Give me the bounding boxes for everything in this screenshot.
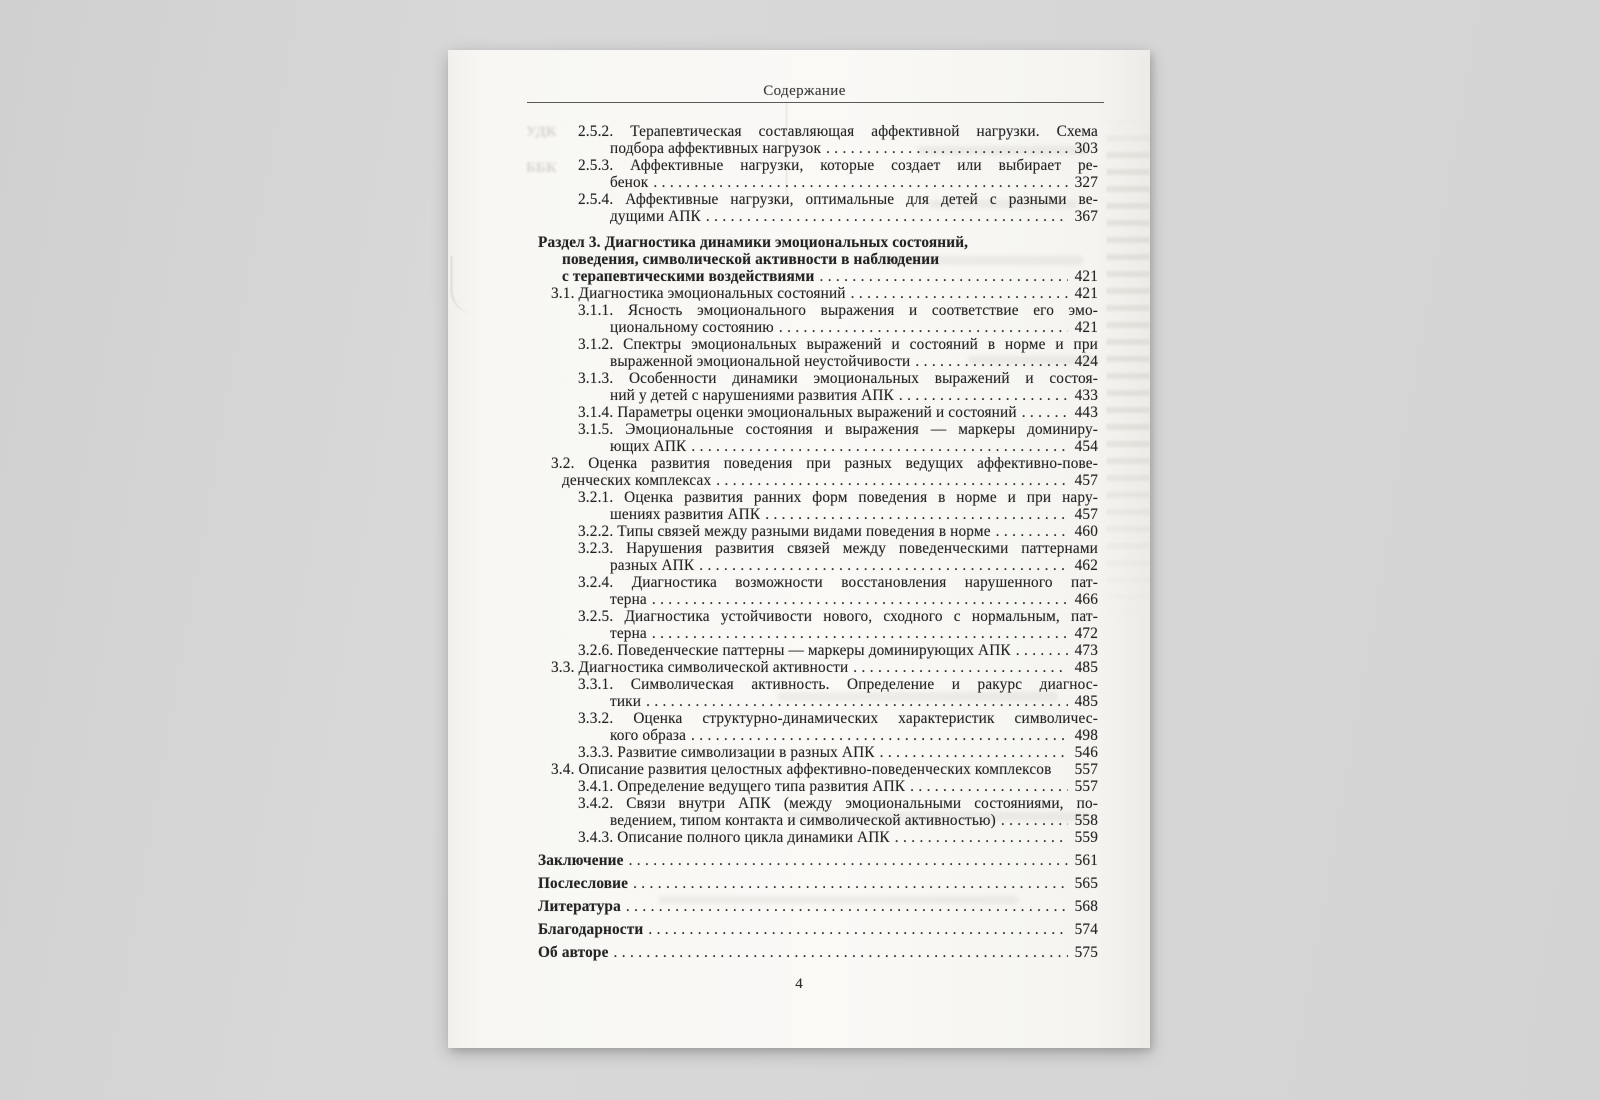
dot-leader xyxy=(996,523,1068,540)
dot-leader xyxy=(1001,812,1068,829)
toc-line-leader xyxy=(538,875,1098,892)
toc-entry xyxy=(538,875,1098,892)
dot-leader xyxy=(646,693,1068,710)
toc-page-ref: 466 xyxy=(1074,591,1098,608)
toc-page-ref: 472 xyxy=(1074,625,1098,642)
toc-entry xyxy=(538,795,1098,829)
toc-line: 3.2.5. Диагностика устойчивости нового, сходного с нормальным, пат- xyxy=(578,608,1098,625)
toc-page-ref: 460 xyxy=(1074,523,1098,540)
toc-line: 3.1.1. Ясность эмоционального выражения и соответствие его эмо- xyxy=(578,302,1098,319)
toc-page-ref: 485 xyxy=(1074,659,1098,676)
dot-leader xyxy=(633,875,1068,892)
toc-page-ref: 462 xyxy=(1074,557,1098,574)
toc-entry-text: 3.1. Диагностика эмоциональных состояний xyxy=(551,285,846,302)
dot-leader xyxy=(819,268,1068,285)
toc-entry-text: кого образа xyxy=(610,727,687,744)
toc-entry-text: Литература xyxy=(538,898,621,915)
toc-entry-text: Благодарности xyxy=(538,921,644,938)
toc-line-leader xyxy=(578,642,1098,659)
dot-leader xyxy=(716,472,1068,489)
toc-line-leader xyxy=(610,174,1098,191)
toc-entry xyxy=(538,191,1098,225)
dot-leader xyxy=(653,174,1068,191)
toc-entry xyxy=(538,302,1098,336)
toc-line-leader xyxy=(562,268,1098,285)
toc-entry-text: выраженной эмоциональной неустойчивости xyxy=(610,353,911,370)
toc-page-ref: 367 xyxy=(1074,208,1098,225)
toc-line-leader xyxy=(610,591,1098,608)
toc-page-ref: 574 xyxy=(1074,921,1098,938)
toc-entry xyxy=(538,574,1098,608)
toc-entry xyxy=(538,944,1098,961)
toc-page-ref: 485 xyxy=(1074,693,1098,710)
toc-entry xyxy=(538,898,1098,915)
toc-page-ref: 557 xyxy=(1074,778,1098,795)
toc-line: 3.3.2. Оценка структурно-динамических характеристик символичес- xyxy=(578,710,1098,727)
fore-edge-showthrough xyxy=(1106,118,1150,648)
toc-line-leader xyxy=(562,472,1098,489)
toc-line-leader xyxy=(610,812,1098,829)
toc-line: 3.1.5. Эмоциональные состояния и выражения — маркеры доминиру- xyxy=(578,421,1098,438)
toc-entry-text: разных АПК xyxy=(610,557,695,574)
toc-line-leader xyxy=(610,387,1098,404)
toc-line: 2.5.2. Терапевтическая составляющая аффективной нагрузки. Схема xyxy=(578,123,1098,140)
dot-leader xyxy=(899,387,1068,404)
toc-line-leader xyxy=(551,285,1098,302)
toc-entry xyxy=(538,123,1098,157)
toc-entry xyxy=(538,744,1098,761)
page-number: 4 xyxy=(795,976,803,992)
dot-leader xyxy=(691,438,1068,455)
toc-line-leader xyxy=(610,625,1098,642)
toc-page-ref: 559 xyxy=(1074,829,1098,846)
toc-entry-text: 3.2.2. Типы связей между разными видами поведения в норме xyxy=(578,523,991,540)
dot-leader xyxy=(614,944,1068,961)
dot-leader xyxy=(626,898,1068,915)
toc-line: 3.2. Оценка развития поведения при разных ведущих аффективно-пове- xyxy=(551,455,1098,472)
dot-leader xyxy=(765,506,1068,523)
toc-entry xyxy=(538,421,1098,455)
toc-line-leader xyxy=(610,208,1098,225)
dot-leader xyxy=(880,744,1068,761)
toc-entry xyxy=(538,921,1098,938)
toc-entry-text: Заключение xyxy=(538,852,624,869)
running-head: Содержание xyxy=(763,83,846,99)
dot-leader xyxy=(629,852,1068,869)
toc-entry-text: ний у детей с нарушениями развития АПК xyxy=(610,387,894,404)
dot-leader xyxy=(652,591,1068,608)
toc-entry xyxy=(538,676,1098,710)
toc-entry-text: 3.3.3. Развитие символизации в разных АПК xyxy=(578,744,875,761)
toc-line-leader xyxy=(538,852,1098,869)
toc-page-ref: 575 xyxy=(1074,944,1098,961)
showthrough-text: УДК xyxy=(526,124,557,140)
toc-entry-text: 3.2.6. Поведенческие паттерны — маркеры доминирующих АПК xyxy=(578,642,1011,659)
header-rule xyxy=(527,102,1104,103)
toc-entry xyxy=(538,829,1098,846)
toc-page-ref: 457 xyxy=(1074,506,1098,523)
toc-entry-text: тики xyxy=(610,693,642,710)
toc-page-ref: 421 xyxy=(1074,285,1098,302)
toc-line-leader xyxy=(610,140,1098,157)
toc-line-leader xyxy=(578,778,1098,795)
dot-leader xyxy=(1016,642,1068,659)
dot-leader xyxy=(851,285,1068,302)
toc-page-ref: 421 xyxy=(1074,319,1098,336)
toc-line-leader xyxy=(551,659,1098,676)
toc-page-ref: 546 xyxy=(1074,744,1098,761)
toc-entry-text: терна xyxy=(610,591,647,608)
toc-page-ref: 303 xyxy=(1074,140,1098,157)
toc-line: 2.5.3. Аффективные нагрузки, которые создает или выбирает ре- xyxy=(578,157,1098,174)
toc-entry-text: 3.4. Описание развития целостных аффективно-поведенческих комплексов xyxy=(551,761,1052,778)
toc-entry-text: Об авторе xyxy=(538,944,609,961)
toc-page-ref: 457 xyxy=(1074,472,1098,489)
toc-entry-text: 3.4.3. Описание полного цикла динамики АПК xyxy=(578,829,890,846)
toc-line-leader xyxy=(578,829,1098,846)
toc-entry-text: 3.1.4. Параметры оценки эмоциональных выражений и состояний xyxy=(578,404,1017,421)
dot-leader xyxy=(706,208,1068,225)
toc-page-ref: 424 xyxy=(1074,353,1098,370)
toc-entry-text: дущими АПК xyxy=(610,208,701,225)
toc-line-leader xyxy=(538,944,1098,961)
toc-entry-text: денческих комплексах xyxy=(562,472,712,489)
toc-line: 3.2.3. Нарушения развития связей между поведенческими паттернами xyxy=(578,540,1098,557)
dot-leader xyxy=(691,727,1068,744)
toc-entry-text: шениях развития АПК xyxy=(610,506,761,523)
dot-leader xyxy=(699,557,1068,574)
page-header xyxy=(527,83,1104,103)
toc-entry-text: бенок xyxy=(610,174,649,191)
toc-line-leader xyxy=(610,693,1098,710)
toc-line-leader xyxy=(610,438,1098,455)
dot-leader xyxy=(895,829,1068,846)
toc-line: 3.1.3. Особенности динамики эмоциональных выражений и состоя- xyxy=(578,370,1098,387)
toc-entry-text: с терапевтическими воздействиями xyxy=(562,268,815,285)
toc-entry xyxy=(538,336,1098,370)
toc-line-leader xyxy=(610,353,1098,370)
showthrough-text: ББК xyxy=(526,160,557,176)
toc-line: 3.3.1. Символическая активность. Определение и ракурс диагнос- xyxy=(578,676,1098,693)
toc-page-ref: 558 xyxy=(1074,812,1098,829)
dot-leader xyxy=(652,625,1068,642)
dot-leader xyxy=(648,921,1068,938)
toc-entry xyxy=(538,642,1098,659)
toc-line-leader xyxy=(538,898,1098,915)
toc-page-ref: 454 xyxy=(1074,438,1098,455)
toc-entry xyxy=(538,778,1098,795)
toc-entry xyxy=(538,540,1098,574)
toc-line-leader xyxy=(610,319,1098,336)
toc-page-ref: 443 xyxy=(1074,404,1098,421)
page-curl-artifact xyxy=(451,256,475,314)
toc-entry xyxy=(538,710,1098,744)
toc-line: 2.5.4. Аффективные нагрузки, оптимальные для детей с разными ве- xyxy=(578,191,1098,208)
dot-leader xyxy=(826,140,1068,157)
toc-page-ref: 568 xyxy=(1074,898,1098,915)
toc-page-ref: 557 xyxy=(1074,761,1098,778)
toc-line: 3.4.2. Связи внутри АПК (между эмоциональными состояниями, по- xyxy=(578,795,1098,812)
toc-entry-text: подбора аффективных нагрузок xyxy=(610,140,822,157)
toc-entry-text: ведением, типом контакта и символической активностью) xyxy=(610,812,996,829)
dot-leader xyxy=(915,353,1068,370)
toc-page-ref: 565 xyxy=(1074,875,1098,892)
toc-line-leader xyxy=(538,921,1098,938)
toc-entry xyxy=(538,608,1098,642)
toc-line-leader xyxy=(551,761,1098,778)
toc-line: 3.2.4. Диагностика возможности восстановления нарушенного пат- xyxy=(578,574,1098,591)
table-of-contents xyxy=(538,123,1098,961)
dot-leader xyxy=(853,659,1068,676)
toc-entry xyxy=(538,404,1098,421)
toc-entry xyxy=(538,489,1098,523)
toc-entry xyxy=(538,852,1098,869)
toc-entry-text: терна xyxy=(610,625,647,642)
toc-line: поведения, символической активности в наблюдении xyxy=(562,251,940,268)
toc-entry-text: 3.3. Диагностика символической активности xyxy=(551,659,849,676)
toc-entry-text: Послесловие xyxy=(538,875,629,892)
toc-page-ref: 421 xyxy=(1074,268,1098,285)
toc-line-leader xyxy=(578,744,1098,761)
toc-entry xyxy=(538,761,1098,778)
toc-entry xyxy=(538,523,1098,540)
toc-entry-text: ющих АПК xyxy=(610,438,687,455)
toc-entry-text: 3.4.1. Определение ведущего типа развития АПК xyxy=(578,778,906,795)
toc-entry xyxy=(538,285,1098,302)
toc-entry xyxy=(538,157,1098,191)
toc-entry xyxy=(538,455,1098,489)
dot-leader xyxy=(1022,404,1068,421)
toc-entry-text: циональному состоянию xyxy=(610,319,774,336)
toc-entry xyxy=(538,370,1098,404)
toc-line-leader xyxy=(610,557,1098,574)
toc-line-leader xyxy=(610,727,1098,744)
dot-leader xyxy=(910,778,1068,795)
toc-page-ref: 433 xyxy=(1074,387,1098,404)
toc-page-ref: 498 xyxy=(1074,727,1098,744)
toc-line-leader xyxy=(610,506,1098,523)
toc-entry xyxy=(538,659,1098,676)
toc-line: Раздел 3. Диагностика динамики эмоциональных состояний, xyxy=(538,234,969,251)
toc-line: 3.1.2. Спектры эмоциональных выражений и состояний в норме и при xyxy=(578,336,1098,353)
toc-page-ref: 327 xyxy=(1074,174,1098,191)
dot-leader xyxy=(779,319,1068,336)
toc-entry xyxy=(538,234,1098,285)
toc-line-leader xyxy=(578,404,1098,421)
toc-page-ref: 561 xyxy=(1074,852,1098,869)
book-page xyxy=(448,50,1150,1048)
toc-line: 3.2.1. Оценка развития ранних форм поведения в норме и при нару- xyxy=(578,489,1098,506)
toc-line-leader xyxy=(578,523,1098,540)
toc-page-ref: 473 xyxy=(1074,642,1098,659)
